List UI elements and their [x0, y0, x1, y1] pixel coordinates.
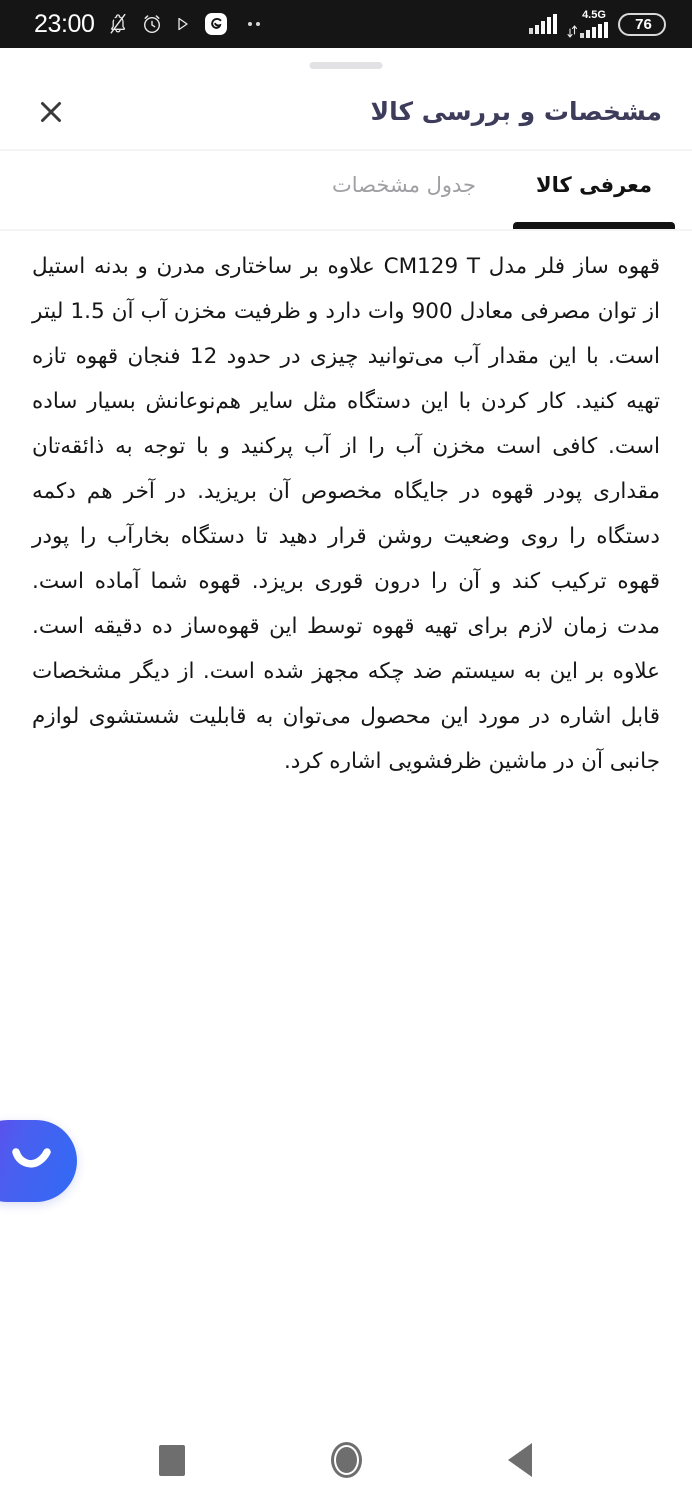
data-arrows-icon: [567, 25, 577, 38]
page-title: مشخصات و بررسی کالا: [370, 96, 662, 126]
sheet-drag-handle[interactable]: [310, 62, 383, 69]
battery-level-label: 76: [635, 15, 652, 33]
tabs-divider: [0, 229, 692, 231]
status-bar: [0, 0, 692, 48]
square-icon: [159, 1445, 185, 1476]
home-button[interactable]: [319, 1433, 373, 1487]
close-button[interactable]: [28, 89, 74, 135]
tab-product-intro-label: معرفی کالا: [536, 173, 652, 197]
tab-active-underline: [513, 222, 675, 229]
triangle-left-icon: [508, 1443, 532, 1477]
tab-bar: [0, 151, 692, 229]
status-clock: 23:00: [34, 9, 95, 38]
recents-button[interactable]: [145, 1433, 199, 1487]
bell-off-icon: [108, 13, 128, 35]
status-bar-left: [34, 11, 528, 37]
play-triangle-icon: [176, 16, 190, 32]
tab-panel-product-intro: [0, 244, 692, 784]
signal-bars-icon: [528, 13, 558, 35]
network-type-label: 4.5G: [582, 9, 606, 21]
product-details-sheet: [0, 48, 692, 1500]
tab-product-intro[interactable]: [506, 151, 682, 229]
tab-specs-table[interactable]: [302, 151, 506, 229]
tab-specs-table-label: جدول مشخصات: [332, 173, 477, 197]
status-bar-right: [528, 10, 666, 38]
support-chat-button[interactable]: [0, 1120, 77, 1202]
circle-icon: [331, 1442, 362, 1478]
network-type-group: [567, 10, 609, 38]
chat-smile-icon: [12, 1148, 54, 1174]
alarm-clock-icon: [141, 13, 163, 35]
signal-bars-secondary-icon: [579, 22, 609, 38]
android-navigation-bar: [0, 1420, 692, 1500]
sheet-header: [0, 79, 692, 145]
product-description: قهوه ساز فلر مدل CM129 T علاوه بر ساختاری مدرن و بدنه استیل از توان مصرفی معادل 900 وات دارد و ظرفیت مخزن آب آن 1.5 لیتر است. با این مقدار آب می‌توانید چیزی در حدود 12 فنجان قهوه تازه تهیه کنید. کار کردن با این دستگاه مثل سایر هم‌نوعانش بسیار ساده است. کافی است مخزن آب را از آب پرکنید و با توجه به ذائقه‌تان مقداری پودر قهوه در جایگاه مخصوص آن بریزید. در آخر هم دکمه دستگاه را روی وضعیت روشن قرار دهید تا دستگاه بخارآب را پودر قهوه ترکیب کند و آن را درون قوری بریزد. قهوه شما آماده است. مدت زمان لازم برای تهیه قهوه توسط این قهوه‌ساز ده دقیقه است. علاوه بر این به سیستم ضد چکه مجهز شده است. از دیگر مشخصات قابل اشاره در مورد این محصول می‌توان به قابلیت شستشوی لوازم جانبی آن در ماشین ظرفشویی اشاره کرد.: [32, 254, 661, 774]
more-dots-icon: [248, 22, 260, 26]
app-badge-icon: [203, 11, 229, 37]
back-button[interactable]: [493, 1433, 547, 1487]
close-icon: [36, 97, 66, 127]
battery-icon: [618, 13, 666, 36]
